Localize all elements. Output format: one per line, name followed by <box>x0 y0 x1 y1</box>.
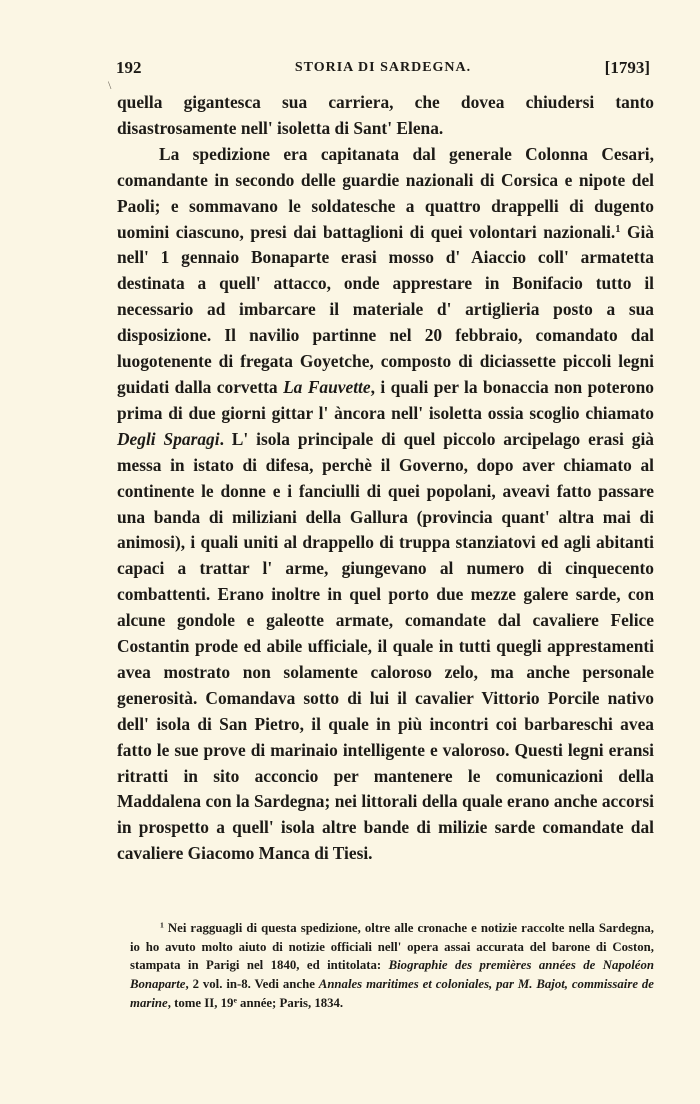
running-title: STORIA DI SARDEGNA. <box>294 60 472 75</box>
paragraph-continued: quella gigantesca sua carriera, che dovea chiudersi tanto disastrosamente nell' isoletta di Sant' Elena. <box>117 92 654 138</box>
ordinal-suffix: e <box>233 995 237 1005</box>
body-text <box>117 90 654 867</box>
footnote-text: année; Paris, 1834. <box>236 995 344 1010</box>
paragraph-text: , i quali per la bonaccia non poterono prima di due giorni gittar l' àncora nell' isoletta ossia scoglio chiamato <box>117 376 654 423</box>
margin-mark: \ <box>108 78 112 92</box>
page-number: 192 <box>116 58 142 77</box>
footnote-text: , tome II, 19 <box>167 995 234 1010</box>
paragraph-text: Già nell' 1 gennaio Bonaparte erasi mosso d' Aiaccio coll' armatetta destinata a quell' attacco, onde apprestare in Bonifacio tutto il necessario ad imbarcare il materiale d' artiglieria posto a sua disposizione. Il navilio partinne nel 20 febbraio, comandato dal luogotenente di fregata Goyetche, composto di diciassette piccoli legni guidati dalla corvetta <box>117 221 655 397</box>
year-marker: [1793] <box>604 58 650 77</box>
place-name: Degli Sparagi <box>117 428 220 449</box>
cited-work: Biographie des premières années de Napoléon Bonaparte <box>130 958 654 992</box>
cited-work: Annales maritimes et coloniales, par M. Bajot, commissaire de marine <box>130 977 654 1010</box>
footnote <box>130 919 654 1013</box>
paragraph-text: . L' isola principale di quel piccolo arcipelago erasi già messa in istato di difesa, perchè il Governo, dopo aver chiamato al continente le donne e i fanciulli di quei popolani, aveavi fatto passare una banda di miliziani della Gallura (provincia quant' altra mai di animosi), i quali uniti al drappello di truppa stanziatovi ed agli abitanti capaci a trattar l' arme, giungevano al numero di cinquecento combattenti. Erano inoltre in quel porto due mezze galere sarde, con alcune gondole e galeotte armate, comandate dal cavaliere Felice Costantin prode ed abile ufficiale, il quale in tutti quegli apprestamenti avea mostrato non solamente caloroso zelo, ma anche personale generosità. Comandava sotto di lui il cavalier Vittorio Porcile nativo dell' isola di San Pietro, il quale in più incontri coi barbareschi avea fatto le sue prove di marinaio intelligente e valoroso. Questi legni eransi ritratti in sito acconcio per mantenere le comunicazioni della Maddalena con la Sardegna; nei littorali della quale erano anche accorsi in prospetto a quell' isola altre bande di milizie sarde comandate dal cavaliere Giacomo Manca di Tiesi. <box>117 428 654 864</box>
footnote-text: , 2 vol. in-8. Vedi anche <box>185 977 319 992</box>
paragraph-text: La spedizione era capitanata dal generale Colonna Cesari, comandante in secondo delle guardie nazionali di Corsica e nipote del Paoli; e sommavano le soldatesche a quattro drappelli di dugento uomini ciascuno, presi dai battaglioni di quei volontari nazionali. <box>117 143 654 242</box>
footnote-marker: 1 <box>160 920 164 930</box>
footnote-reference: 1 <box>615 223 621 235</box>
ship-name: La Fauvette <box>283 376 371 397</box>
page-header <box>116 58 650 82</box>
paragraph-expedition <box>117 142 654 867</box>
footnote-text: Nei ragguagli di questa spedizione, oltre alle cronache e notizie raccolte nella Sardegna, io ho avuto molto aiuto di notizie officiali nell' opera assai accurata del barone di Coston, stampata in Parigi nel 1840, ed intitolata: <box>130 921 654 973</box>
